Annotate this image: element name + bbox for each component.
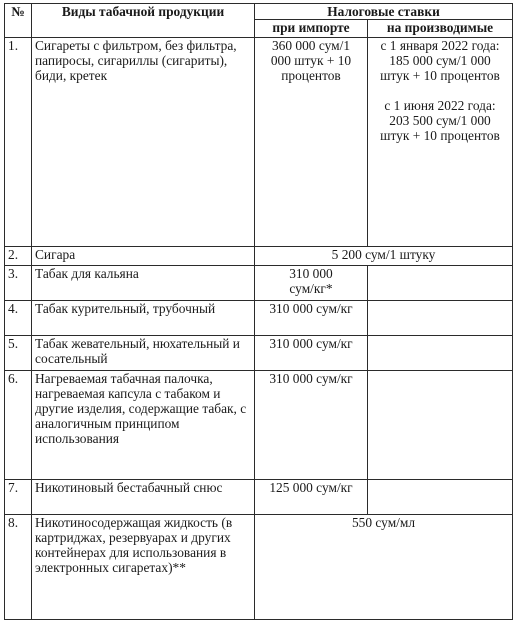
row-number: 6.: [5, 371, 32, 480]
production-rate: [368, 38, 513, 247]
production-rate: [368, 371, 513, 480]
table-row: [5, 371, 513, 480]
import-rate: 310 000 сум/кг: [255, 336, 368, 371]
table-row: [5, 336, 513, 371]
production-rate: [368, 266, 513, 301]
product-name: Нагреваемая табачная палочка, нагреваемая капсула с табаком и другие изделия, содержащие табак, с аналогичным принципом использования: [32, 371, 255, 480]
table-row: [5, 38, 513, 247]
row-number: 1.: [5, 38, 32, 247]
header-production: на производимые: [368, 20, 513, 38]
production-rate: [368, 480, 513, 515]
merged-rate: 550 сум/мл: [255, 515, 513, 620]
table-row: [5, 301, 513, 336]
product-name: Табак жевательный, нюхательный и сосательный: [32, 336, 255, 371]
product-name: Никотиносодержащая жидкость (в картриджах, резервуарах и других контейнерах для использования в электронных сигаретах)**: [32, 515, 255, 620]
row-number: 2.: [5, 247, 32, 266]
product-name: Никотиновый бестабачный снюс: [32, 480, 255, 515]
table-row: [5, 480, 513, 515]
product-name: Сигара: [32, 247, 255, 266]
row-number: 7.: [5, 480, 32, 515]
header-product-type: Виды табачной продукции: [32, 4, 255, 38]
merged-rate: 5 200 сум/1 штуку: [255, 247, 513, 266]
row-number: 8.: [5, 515, 32, 620]
row-number: 5.: [5, 336, 32, 371]
row-number: 3.: [5, 266, 32, 301]
product-name: Табак курительный, трубочный: [32, 301, 255, 336]
import-rate: 310 000 сум/кг: [255, 371, 368, 480]
product-name: Табак для кальяна: [32, 266, 255, 301]
import-rate: 125 000 сум/кг: [255, 480, 368, 515]
header-row: [5, 4, 513, 20]
tax-rates-table: [4, 3, 513, 620]
import-rate: 310 000 сум/кг*: [255, 266, 368, 301]
header-import: при импорте: [255, 20, 368, 38]
table-row: [5, 266, 513, 301]
production-rate-period-1: с 1 января 2022 года: 185 000 сум/1 000 штук + 10 процентов: [380, 38, 500, 83]
table-row: [5, 515, 513, 620]
header-tax-rates: Налоговые ставки: [255, 4, 513, 20]
header-num: №: [5, 4, 32, 38]
production-rate-period-2: с 1 июня 2022 года: 203 500 сум/1 000 штук + 10 процентов: [380, 98, 500, 143]
table-row: [5, 247, 513, 266]
row-number: 4.: [5, 301, 32, 336]
product-name: Сигареты с фильтром, без фильтра, папиросы, сигариллы (сигариты), биди, кретек: [32, 38, 255, 247]
import-rate: 310 000 сум/кг: [255, 301, 368, 336]
production-rate: [368, 336, 513, 371]
import-rate: 360 000 сум/1 000 штук + 10 процентов: [255, 38, 368, 247]
production-rate: [368, 301, 513, 336]
